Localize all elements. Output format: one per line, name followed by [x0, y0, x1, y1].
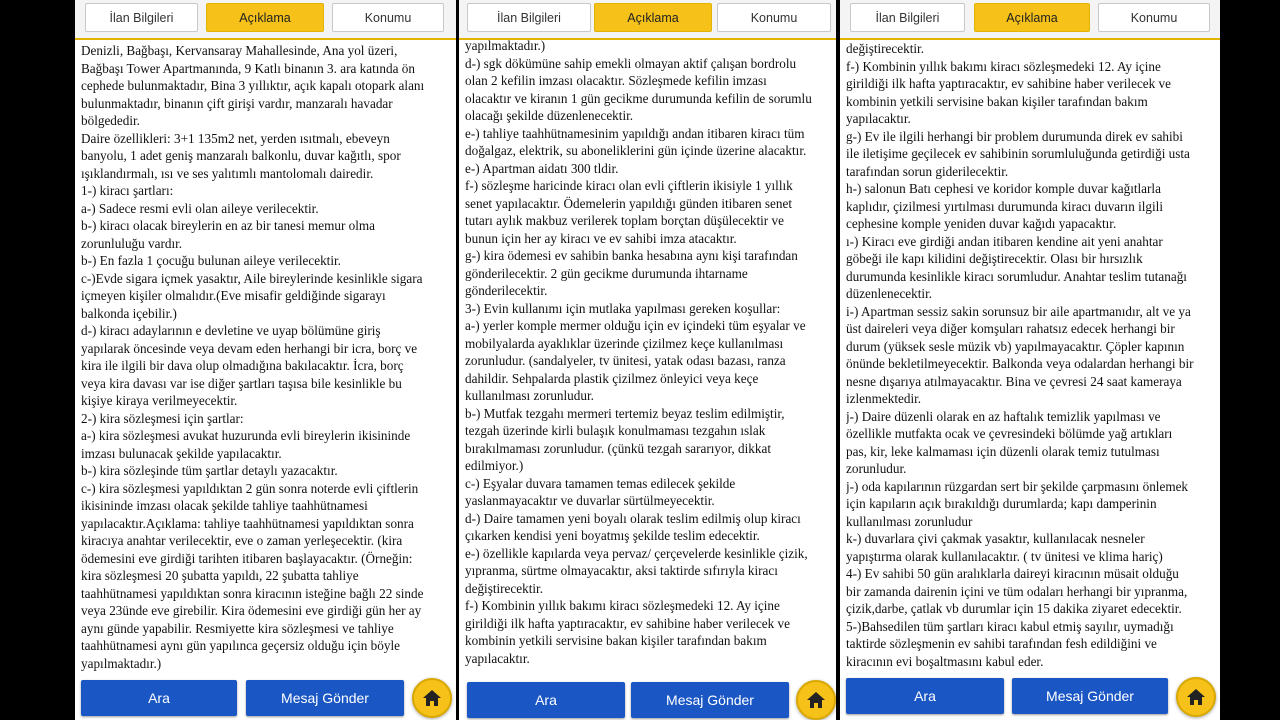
tab-bar: [459, 0, 836, 40]
text-line: a-) yerler komple mermer olduğu için ev içindeki tüm eşyalar ve: [465, 318, 806, 333]
text-line: yapılmaktadır.): [81, 655, 162, 671]
text-line: yapıştırma olarak kullanılacaktır. ( tv ünitesi ve klima hariç): [846, 548, 1163, 564]
text-line: yapılacaktır.Açıklama: tahliye taahhütnamesi yapıldıktan sonra: [81, 515, 414, 531]
tab-ilan-bilgileri[interactable]: İlan Bilgileri: [467, 3, 591, 32]
text-line: kiracıya anahtar verilecektir, eve o zaman yerleşecektir. (kira: [81, 533, 403, 548]
text-line: e-) Apartman aidatı 300 tldir.: [465, 160, 619, 176]
text-line: ışıklandırmalı, ısı ve ses yalıtımlı mantolomalı dairedir.: [81, 165, 374, 181]
text-line: senet yapılacaktır. Ödemelerin yapıldığı günden itibaren senet: [465, 195, 793, 211]
text-line: c-) Eşyalar duvara tamamen temas edilecek şekilde: [465, 475, 736, 491]
text-line: olacağı şekilde düzenlenecektir.: [465, 108, 634, 123]
text-line: kaplıdır, çizilmesi yırtılması durumunda kiracı duvarın ilgili: [846, 198, 1164, 214]
text-line: cephesine komple yeniden duvar kağıdı yapacaktır.: [846, 216, 1117, 231]
text-line: göbeği ile kapı kilidini değiştirecektir. Olası bir hırsızlık: [846, 251, 1143, 266]
text-line: b-) En fazla 1 çocuğu bulunan aileye verilecektir.: [81, 253, 341, 268]
text-line: girildiği ilk hafta yaptıracaktır, ev sahibine haber verilecek ve: [465, 615, 790, 631]
text-line: Daire özellikleri: 3+1 135m2 net, yerden ısıtmalı, ebeveyn: [81, 130, 390, 146]
home-button[interactable]: [796, 680, 836, 720]
text-line: bölgededir.: [81, 113, 140, 128]
text-line: veya kira davası var ise diğer şartları taşısa bile kesinlikle bu: [81, 375, 402, 391]
text-line: doğalgaz, elektrik, su aboneliklerini gün içinde üzerine alacaktır.: [465, 143, 807, 158]
text-line: kombinin yetkili servisine bakan kişiler tarafından bakım: [465, 633, 767, 648]
text-line: tarafından sorun giderilecektir.: [846, 163, 1009, 179]
text-line: değiştirecektir.: [846, 41, 924, 56]
text-line: b-) kiracı olacak bireylerin en az bir tanesi memur olma: [81, 218, 376, 233]
text-line: içmeyen kişiler olmalıdır.(Eve misafir geldiğinde sigarayı: [81, 288, 386, 303]
text-line: e-) tahliye taahhütnamesinim yapıldığı andan itibaren kiracı tüm: [465, 125, 805, 141]
text-line: cephede bulunmaktadır, Bina 3 yıllıktır, açık kapalı otopark alanı: [81, 78, 425, 93]
text-line: yapılarak öncesinde veya devam eden herhangi bir icra, borç ve: [81, 340, 418, 356]
search-button[interactable]: Ara: [81, 680, 237, 716]
text-line: üst daireleri veya diğer komşuları rahatsız edecek herhangi bir: [846, 321, 1175, 336]
text-line: kombinin yetkili servisine bakan kişiler tarafından bakım: [846, 93, 1148, 109]
text-line: a-) Sadece resmi evli olan aileye verilecektir.: [81, 200, 319, 216]
search-button[interactable]: Ara: [467, 682, 625, 718]
text-line: g-) kira ödemesi ev sahibin banka hesabına aynı kişi tarafından: [465, 248, 798, 263]
bottom-action-bar: [459, 680, 836, 720]
screenshot-panel-3: [840, 0, 1220, 720]
text-line: d-) sgk dökümüne sahip emekli olmayan aktif çalışan bordrolu: [465, 55, 797, 71]
text-line: e-) özellikle kapılarda veya pervaz/ çerçevelerde kesinlikle çizik,: [465, 545, 808, 561]
text-line: d-) kiracı adaylarının e devletine ve uyap bölümüne giriş: [81, 323, 381, 338]
text-line: c-)Evde sigara içmek yasaktır, Aile bireylerinde kesinlikle sigara: [81, 270, 423, 286]
text-line: olacaktır ve kiranın 1 gün gecikme durumunda kefilin de sorumlu: [465, 90, 812, 106]
tab-bar: [840, 0, 1220, 40]
text-line: veya 23ünde eve girebilir. Kira ödemesini eve girdiği gün her ay: [81, 603, 422, 618]
text-line: banyolu, 1 adet geniş manzaralı balkonlu, duvar kağıtlı, spor: [81, 148, 401, 163]
text-line: girildiği ilk hafta yaptıracaktır, ev sahibine haber verilecek ve: [846, 76, 1171, 91]
text-line: imzası bulunacak şekilde yapılacaktır.: [81, 445, 282, 461]
home-icon: [422, 689, 442, 707]
text-line: ı-) Kiracı eve girdiği andan itibaren kendine ait yeni anahtar: [846, 233, 1163, 249]
text-line: f-) sözleşme haricinde kiracı olan evli çiftlerin ikisiyle 1 yıllık: [465, 178, 793, 193]
text-line: taahhütnamesi aynı gün yapılınca geçersiz olduğu için böyle: [81, 638, 400, 653]
home-icon: [1186, 688, 1206, 706]
home-icon: [806, 691, 826, 709]
text-line: Bağbaşı Tower Apartmanında, 9 Katlı binanın 3. ara katında ön: [81, 60, 415, 76]
bottom-action-bar: [75, 674, 456, 720]
description-text: [81, 42, 454, 720]
text-line: zorunludur. (sandalyeler, tv ünitesi, yatak odası bazası, ranza: [465, 353, 786, 368]
text-line: taktirde sözleşmenin ev sahibi tarafından fesh edildiğini ve: [846, 636, 1157, 651]
text-line: kiracının evi boşaltmasını kabul eder.: [846, 653, 1044, 669]
text-line: kullanılması zorunludur.: [465, 388, 594, 403]
text-line: ile iletişime geçilecek ev sahibinin sorumluluğunda getirdiği usta: [846, 146, 1190, 161]
description-text: [846, 40, 1218, 720]
text-line: 1-) kiracı şartları:: [81, 183, 174, 198]
text-line: b-) kira sözleşinde tüm şartlar detaylı yazacaktır.: [81, 463, 338, 478]
text-line: yapılmaktadır.): [465, 38, 546, 53]
text-line: 5-)Bahsedilen tüm şartları kiracı kabul etmiş sayılır, uymadığı: [846, 618, 1174, 634]
tab-konumu[interactable]: Konumu: [717, 3, 831, 32]
text-line: değiştirecektir.: [465, 580, 543, 596]
text-line: yapılacaktır.: [465, 650, 530, 666]
bottom-action-bar: [840, 674, 1220, 720]
text-line: bulunmaktadır, binanın çift girişi vardır, manzaralı havadar: [81, 95, 393, 111]
text-line: f-) Kombinin yıllık bakımı kiracı sözleşmedeki 12. Ay içine: [846, 58, 1161, 74]
home-button[interactable]: [1176, 677, 1216, 717]
home-button[interactable]: [412, 678, 452, 718]
text-line: çizik,darbe, çatlak vb durumlar için 15 dakika ziyaret edecektir.: [846, 601, 1182, 616]
text-line: k-) duvarlara çivi çakmak yasaktır, kullanılacak nesneler: [846, 531, 1145, 546]
tab-ilan-bilgileri[interactable]: İlan Bilgileri: [850, 3, 965, 32]
text-line: zorunludur.: [846, 461, 907, 476]
tab-konumu[interactable]: Konumu: [1098, 3, 1210, 32]
send-message-button[interactable]: Mesaj Gönder: [631, 682, 789, 718]
text-line: durum (yüksek sesle müzik vb) yapılmayacaktır. Çöpler kapının: [846, 338, 1185, 354]
tab-aciklama[interactable]: Açıklama: [206, 3, 324, 32]
text-line: tutarı aylık makbuz verilerek toplam borçtan düşülecektir ve: [465, 213, 784, 228]
text-line: 2-) kira sözleşmesi için şartlar:: [81, 410, 244, 426]
text-line: f-) Kombinin yıllık bakımı kiracı sözleşmedeki 12. Ay içine: [465, 598, 780, 613]
text-line: durumunda kesinlikle kiracı sorumludur. Anahtar teslim tutanağı: [846, 268, 1187, 284]
search-button[interactable]: Ara: [846, 678, 1004, 714]
text-line: aynı günde yapabilir. Resmiyette kira sözleşmesi ve tahliye: [81, 620, 394, 636]
text-line: düzenlenecektir.: [846, 286, 933, 301]
text-line: 3-) Evin kullanımı için mutlaka yapılması gereken koşullar:: [465, 300, 781, 316]
text-line: olan 2 kefilin imzası olacaktır. Sözleşmede kefilin imzası: [465, 73, 767, 88]
text-line: kişiye kiraya verilmeyecektir.: [81, 393, 238, 408]
send-message-button[interactable]: Mesaj Gönder: [246, 680, 404, 716]
text-line: b-) Mutfak tezgahı mermeri tertemiz beyaz teslim edilmiştir,: [465, 405, 785, 421]
text-line: yaslanmayacaktır ve duvarlar sürtülmeyecektir.: [465, 493, 715, 508]
text-line: nesne dışarıya atılmayacaktır. Bina ve çevresi 24 saat kameraya: [846, 373, 1182, 389]
text-line: gönderilecektir.: [465, 283, 548, 298]
text-line: ödemesini eve girdiği tarihten itibaren başlayacaktır. (Örneğin:: [81, 550, 413, 566]
text-line: özellikle mutfakta ocak ve çevresindeki bölümde yağ artıkları: [846, 426, 1173, 441]
tab-ilan-bilgileri[interactable]: İlan Bilgileri: [85, 3, 198, 32]
screenshot-panel-1: [75, 0, 456, 720]
text-line: ikisininde imzası olacak şekilde tahliye taahhütnamesi: [81, 498, 368, 513]
text-line: balkonda içebilir.): [81, 305, 177, 321]
text-line: bir zamanda dairenin içini ve tüm odaları herhangi bir yıpranma,: [846, 583, 1188, 599]
text-line: edilmiyor.): [465, 458, 524, 473]
text-line: yıpranma, sürtme olmayacaktır, aksi taktirde sıfırıyla kiracı: [465, 563, 778, 578]
tab-aciklama[interactable]: Açıklama: [594, 3, 712, 32]
text-line: kullanılması zorunludur: [846, 513, 973, 529]
send-message-button[interactable]: Mesaj Gönder: [1012, 678, 1168, 714]
text-line: gönderilecektir. 2 gün gecikme durumunda ihtarname: [465, 265, 748, 281]
text-line: kira sözleşmesi 20 şubatta yapıldı, 22 şubatta tahliye: [81, 568, 359, 583]
text-line: 4-) Ev sahibi 50 gün aralıklarla daireyi kiracının müsait olduğu: [846, 566, 1179, 581]
text-line: g-) Ev ile ilgili herhangi bir problem durumunda direk ev sahibi: [846, 128, 1183, 144]
text-line: kira ile ilgili bir dava olup olmadığına bakılacaktır. İcra, borç: [81, 358, 404, 373]
tab-aciklama[interactable]: Açıklama: [974, 3, 1090, 32]
text-line: için kapıların açık bırakıldığı durumlarda; kapı damperinin: [846, 496, 1157, 511]
text-line: pas, kir, leke kalmaması için düzenli olarak temiz tutulması: [846, 443, 1160, 459]
text-line: j-) oda kapılarının rüzgardan sert bir şekilde çarpmasını önlemek: [846, 478, 1189, 494]
text-line: j-) Daire düzenli olarak en az haftalık temizlik yapılması ve: [846, 408, 1161, 424]
text-line: zorunluluğu vardır.: [81, 235, 183, 251]
text-line: bunun için her ay kiracı ve ev sahibi imza atacaktır.: [465, 230, 737, 246]
text-line: h-) salonun Batı cephesi ve koridor komple duvar kağıtlarla: [846, 181, 1161, 196]
text-line: mobilyalarda ayaklıklar üzerinde çizilmez keçe kullanılması: [465, 335, 784, 351]
text-line: bırakılmaması zorunludur. (çünkü tezgah sararıyor, dikkat: [465, 440, 771, 456]
text-line: yapılacaktır.: [846, 111, 911, 126]
tab-bar: [75, 0, 456, 40]
screenshot-panel-2: [459, 0, 836, 720]
text-line: c-) kira sözleşmesi yapıldıktan 2 gün sonra noterde evli çiftlerin: [81, 480, 419, 496]
text-line: taahhütnamesi yapıldıktan sonra kiracının isteğine bağlı 22 sinde: [81, 585, 424, 601]
text-line: önünde bekletilmeyecektir. Balkonda veya odalardan herhangi bir: [846, 356, 1194, 371]
description-text: [465, 37, 834, 720]
text-line: a-) kira sözleşmesi avukat huzurunda evli bireylerin ikisininde: [81, 428, 411, 443]
text-line: i-) Apartman sessiz sakin sorunsuz bir aile apartmanıdır, alt ve ya: [846, 303, 1191, 319]
tab-konumu[interactable]: Konumu: [332, 3, 444, 32]
text-line: Denizli, Bağbaşı, Kervansaray Mahallesinde, Ana yol üzeri,: [81, 43, 398, 58]
text-line: tezgah üzerinde kirli bulaşık konulmaması tezgahın ıslak: [465, 423, 766, 438]
text-line: çıkarken kendisi yeni boyatmış şekilde teslim edecektir.: [465, 528, 760, 543]
text-line: dahildir. Sehpalarda plastik çizilmez önleyici veya keçe: [465, 370, 759, 386]
text-line: d-) Daire tamamen yeni boyalı olarak teslim edilmiş olup kiracı: [465, 510, 801, 526]
text-line: izlenmektedir.: [846, 391, 922, 406]
